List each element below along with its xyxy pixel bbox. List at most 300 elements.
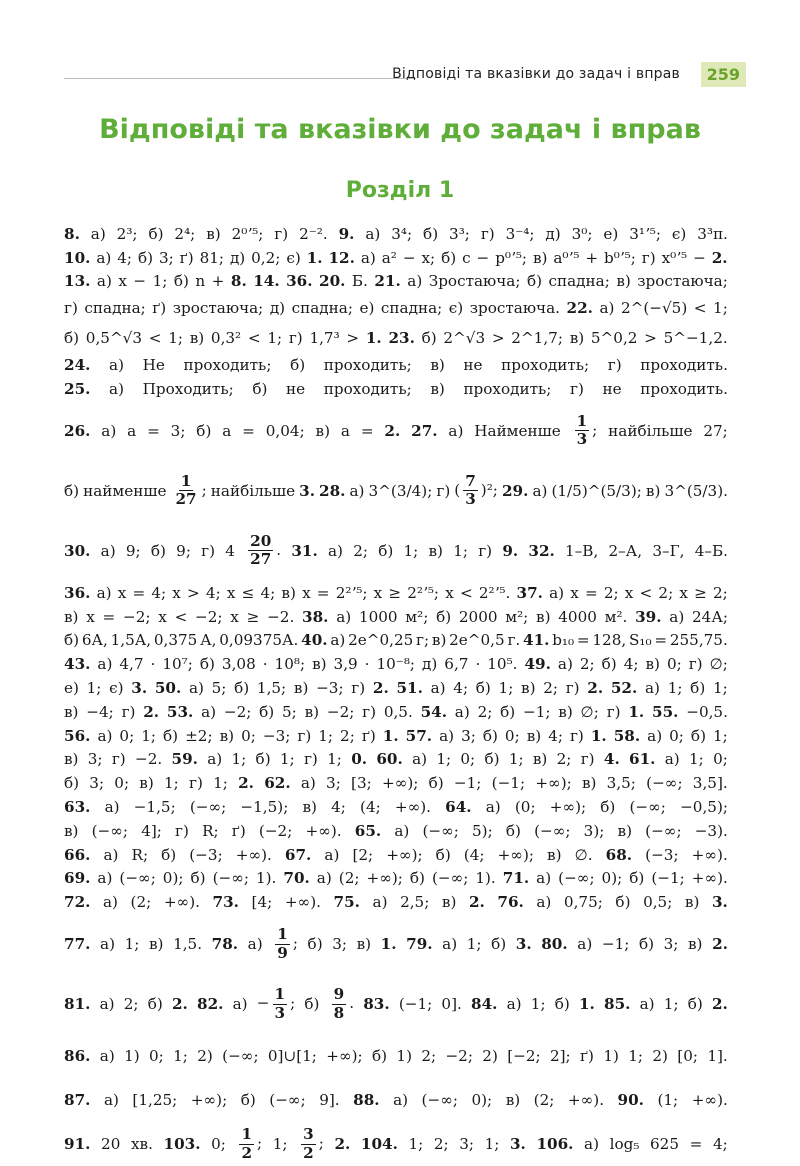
answer-token: г) [607, 356, 622, 375]
answer-token: = [689, 1135, 703, 1154]
answer-token: 62. [264, 774, 291, 793]
answer-token: ( $\frac{7}{3}$ )²; [454, 472, 498, 509]
answer-token: 1,5; [256, 679, 287, 698]
answer-token: 0; [713, 750, 728, 769]
answer-token: 3; [87, 750, 103, 769]
answer-token: б) [484, 750, 500, 769]
answer-token: (−1; [491, 774, 526, 793]
answer-token: 2^√3 [443, 329, 486, 348]
answer-token: б) [500, 702, 516, 721]
answer-token: (−∞; [269, 1091, 306, 1110]
answer-token: б) [196, 421, 212, 440]
answer-token: 2⁰ʼ⁵; [231, 224, 264, 243]
answer-token: г) [641, 248, 656, 267]
answer-token: $\frac{1}{2}$ ; [241, 1125, 263, 1162]
answer-line [64, 605, 728, 629]
answer-token: ≥ [388, 583, 402, 602]
answer-line [64, 974, 728, 1034]
answer-token: 2³; [116, 224, 138, 243]
answer-token: 88. [353, 1091, 380, 1110]
answer-token: б) [259, 702, 275, 721]
answer-token: 29. [501, 481, 529, 500]
answer-token: ґ) [231, 821, 246, 840]
answer-token: 4; [331, 798, 346, 817]
answer-token: проходить; [323, 356, 412, 375]
answer-token: Проходить; [142, 380, 234, 399]
answer-line [64, 629, 728, 653]
answer-token: 3^(3/4); [368, 481, 433, 500]
answer-token: б) [690, 726, 706, 745]
answer-token: +∞). [691, 869, 728, 888]
answer-token: б) [304, 995, 320, 1014]
answer-token: 4 [225, 541, 235, 560]
answer-token: 20. [319, 272, 346, 291]
answer-token: Б. [351, 272, 368, 291]
answer-token: +∞). [691, 845, 728, 864]
answer-token: в) [64, 702, 79, 721]
answer-token: а) [506, 995, 522, 1014]
answer-token: хв. [130, 1135, 153, 1154]
answer-token: 2]; [549, 1047, 571, 1066]
answer-token: 1; [327, 750, 342, 769]
answer-token: > [644, 329, 657, 348]
answer-token: > [491, 329, 505, 348]
answer-token: в) [293, 679, 309, 698]
answer-token: а) [645, 679, 660, 698]
answer-token: в) [206, 224, 221, 243]
answer-token: 1; [484, 1135, 500, 1154]
answer-token: 0; [114, 774, 130, 793]
answer-token: а) [328, 541, 343, 560]
answer-token: б) [148, 224, 164, 243]
answer-token: 4; [548, 726, 563, 745]
answer-token: 41. [523, 631, 550, 650]
answer-token: 2. [587, 679, 604, 698]
answer-token: а) [557, 655, 573, 674]
answer-line [64, 867, 728, 891]
answer-token: 8. [64, 224, 80, 243]
answer-token: а) [360, 248, 376, 267]
answer-token: д) [269, 299, 286, 318]
answer-token: 14. [253, 272, 280, 291]
answer-token: а) [549, 583, 565, 602]
answer-token: +∞). [163, 893, 200, 912]
answer-token: x; [421, 248, 436, 267]
answer-token: 2e^0,5 [449, 631, 505, 650]
answer-token: 67. [284, 845, 312, 864]
answer-token: 3,9 [333, 655, 358, 674]
answer-token: 1; [453, 541, 468, 560]
answer-token: а) [430, 679, 446, 698]
answer-token: 20 [101, 1135, 121, 1154]
answer-token: г) [569, 726, 584, 745]
answer-token: R; [202, 821, 219, 840]
answer-token: 3; [158, 248, 174, 267]
answer-token: а) [330, 631, 346, 650]
answer-token: 3–Г, [652, 541, 685, 560]
answer-token: 38. [302, 607, 329, 626]
answer-token: −2; [223, 702, 252, 721]
answer-token: а) [577, 935, 593, 954]
answer-token: в) [617, 821, 632, 840]
answer-token: а) [584, 1135, 600, 1154]
answer-token: · [364, 655, 370, 674]
page-title: Відповіді та вказівки до задач і вправ [99, 114, 701, 145]
answer-token: x [570, 583, 579, 602]
answer-token: (2; [338, 869, 360, 888]
answer-token: −3; [316, 679, 344, 698]
answer-token: проходить; [501, 356, 590, 375]
answer-token: [1,25; [132, 1091, 178, 1110]
answer-token: д) [545, 224, 561, 243]
answer-token: 2e^0,25 [348, 631, 414, 650]
answer-token: 3⁰; [571, 224, 593, 243]
answer-token: 0,375 [153, 631, 198, 650]
answer-token: 10. [64, 248, 91, 267]
answer-token: в) [64, 750, 79, 769]
answer-token: 25. [64, 380, 91, 399]
answer-line [64, 521, 728, 581]
answer-token: 3. [509, 1135, 526, 1154]
answer-token: А, [200, 631, 217, 650]
answer-token: x [230, 607, 239, 626]
answer-token: 43. [64, 655, 91, 674]
answer-token: а) [664, 750, 680, 769]
answer-token: а) [336, 607, 352, 626]
answer-token: 73. [212, 893, 239, 912]
answer-token: −3; [262, 726, 291, 745]
answer-token: 50. [154, 679, 182, 698]
answer-token: 1; [272, 1135, 288, 1154]
answer-token: (1; [657, 1091, 679, 1110]
answer-token: = [584, 583, 598, 602]
answer-token: Зростаюча; [428, 272, 521, 291]
answer-token: $\frac{1}{27}$ ; [175, 472, 207, 509]
answer-token: 24А; [692, 607, 728, 626]
answer-token: +∞); [549, 798, 587, 817]
answer-token: в) [532, 750, 548, 769]
answer-line [64, 819, 728, 843]
answer-token: а) [99, 995, 115, 1014]
answer-token: а) [412, 750, 428, 769]
answer-token: а) [300, 774, 316, 793]
answer-token: б) [409, 869, 425, 888]
answer-token: 2. [372, 679, 389, 698]
answer-token: [0; [677, 1047, 698, 1066]
answer-token: 2; [353, 541, 368, 560]
answer-token: 86. [64, 1047, 91, 1066]
answer-token: = [316, 583, 330, 602]
answer-token: 2⁻². [299, 224, 328, 243]
answer-token: 69. [64, 869, 91, 888]
answer-token: 6А, [81, 631, 108, 650]
answer-token: 4; [623, 655, 639, 674]
answer-token: − [402, 248, 416, 267]
answer-token: б) [526, 272, 543, 291]
answer-token: 5^0,2 [590, 329, 638, 348]
answer-token: 2. [143, 702, 160, 721]
answer-line [64, 1078, 728, 1122]
answer-token: 128, [592, 631, 627, 650]
answer-token: а) [536, 893, 552, 912]
answer-token: x [86, 607, 95, 626]
answer-token: а) [439, 726, 455, 745]
answer-token: в) [547, 845, 562, 864]
answer-token: в) [536, 607, 551, 626]
answer-token: 32. [528, 541, 555, 560]
answer-token: 2; [123, 995, 139, 1014]
answer-token: 5; [211, 679, 227, 698]
answer-token: б) [436, 607, 452, 626]
answer-token: 3. [515, 935, 532, 954]
answer-token: 28. [319, 481, 346, 500]
answer-token: 1. [380, 935, 397, 954]
answer-token: 2. [712, 935, 728, 954]
answer-token: (−1; [398, 995, 433, 1014]
answer-token: г) [274, 224, 289, 243]
answer-token: (−∞; [222, 1047, 259, 1066]
answer-token: а) [109, 356, 125, 375]
answer-token: −2; [326, 702, 355, 721]
answer-token: в) [302, 798, 317, 817]
answer-token: 37. [516, 583, 543, 602]
answer-token: 1. [382, 726, 399, 745]
answer-token: −2; [195, 607, 223, 626]
answers-body [64, 222, 728, 1166]
answer-token: в) [645, 481, 661, 500]
answer-token: 3,08 [221, 655, 256, 674]
answer-token: 2. [384, 421, 401, 440]
answer-token: 2–А, [608, 541, 643, 560]
answer-token: б) [638, 935, 655, 954]
answer-token: +∞); [386, 845, 423, 864]
answer-token: в) [569, 329, 585, 348]
answer-token: ґ) [152, 299, 167, 318]
answer-token: x [445, 583, 454, 602]
answer-token: г) [606, 702, 621, 721]
answer-token: проходить. [640, 380, 728, 399]
answer-token: г) [688, 655, 703, 674]
answer-token: (−∞; [422, 821, 459, 840]
answer-token: ∅. [574, 845, 593, 864]
answer-token: · [150, 655, 156, 674]
answer-token: 3. [299, 481, 315, 500]
answer-token: 3,5]. [692, 774, 728, 793]
answer-token: 72. [64, 893, 91, 912]
answer-token: 1,5А, [110, 631, 152, 650]
answer-token: в) [684, 893, 700, 912]
answer-token: (4; [463, 845, 485, 864]
answer-token: 39. [635, 607, 662, 626]
answer-token: [4; [251, 893, 273, 912]
answer-token: = [360, 421, 374, 440]
answer-token: 1; [498, 679, 514, 698]
answer-token: 6,7 [444, 655, 469, 674]
answer-token: в) [505, 1091, 521, 1110]
answer-token: в) [189, 329, 205, 348]
answer-token: б) [601, 655, 617, 674]
answer-token: спадна; [380, 299, 443, 318]
answer-token: г) [436, 481, 451, 500]
answer-token: 3³; [449, 224, 470, 243]
answer-token: в) [148, 935, 164, 954]
answer-token: (−∞; [119, 869, 156, 888]
answer-token: б) [162, 726, 179, 745]
answer-line [64, 581, 728, 605]
answer-token: б) [199, 655, 215, 674]
answer-token: [3; [351, 774, 372, 793]
answer-token: 3,5; [606, 774, 636, 793]
answer-token: ґ) [179, 248, 194, 267]
answer-token: а) [448, 421, 464, 440]
answer-token: г) [478, 541, 493, 560]
answer-token: 0; [460, 750, 476, 769]
answer-token: а) [103, 845, 119, 864]
answer-token: 1. [365, 329, 382, 348]
answer-token: г) [111, 750, 126, 769]
answer-token: < [693, 299, 707, 318]
answer-token: 4; [453, 679, 469, 698]
answer-line [64, 246, 728, 270]
answer-token: 2; [658, 583, 674, 602]
answer-token: 1; [403, 541, 419, 560]
answer-token: (−∞; [645, 821, 682, 840]
answer-token: 4; [205, 583, 221, 602]
answer-token: 65. [354, 821, 382, 840]
answer-token: 83. [363, 995, 390, 1014]
answer-token: 1; [508, 750, 524, 769]
answer-token: є) [448, 299, 464, 318]
answer-token: 1,7³ [309, 329, 340, 348]
answer-token: 2. [334, 1135, 351, 1154]
answer-token: +∞); [535, 774, 572, 793]
answer-token: а) [97, 655, 113, 674]
answer-token: (2; [130, 893, 152, 912]
answer-token: е) [64, 679, 79, 698]
answer-token: (−3; [189, 845, 223, 864]
answer-token: 3; [461, 726, 476, 745]
answer-token: −2. [135, 750, 163, 769]
answer-token: 0,75; [563, 893, 603, 912]
answer-token: a [222, 421, 232, 440]
answer-token: +∞). [394, 798, 432, 817]
answer-token: б) [150, 541, 166, 560]
answer-token: 1]. [707, 1047, 728, 1066]
answer-token: б) [423, 224, 439, 243]
answer-token: 2) [652, 1047, 668, 1066]
answer-token: (−2; [258, 821, 293, 840]
answer-token: 2. [711, 995, 728, 1014]
answer-token: 26. [64, 421, 91, 440]
answer-token: 1) [603, 1047, 619, 1066]
answer-token: −1; [522, 702, 551, 721]
answer-token: в) [581, 774, 597, 793]
answer-token: б) [64, 481, 80, 500]
answer-token: 3¹ʼ⁵; [629, 224, 661, 243]
answer-token: = [576, 631, 590, 650]
answer-token: 0,5. [383, 702, 413, 721]
answer-token: +∞). [305, 821, 342, 840]
answer-token: м²; [405, 607, 429, 626]
answer-token: б) [372, 1047, 388, 1066]
answer-token: 1; [667, 679, 683, 698]
answer-token: 4]; [141, 821, 162, 840]
answer-token: а) [647, 726, 663, 745]
answer-token: 4000 [558, 607, 597, 626]
answer-token: б) [554, 995, 570, 1014]
answer-token: 63. [64, 798, 91, 817]
answer-token: 2. [468, 893, 485, 912]
answer-token: 2; [477, 702, 493, 721]
answer-token: а) [104, 798, 120, 817]
answer-token: а) [103, 1091, 119, 1110]
answer-token: x [373, 583, 383, 602]
answer-token: г) [189, 774, 203, 793]
answer-token: а) [407, 272, 423, 291]
answer-token: є) [109, 679, 124, 698]
answer-line [64, 748, 728, 772]
answer-token: 10⁻⁸; [376, 655, 416, 674]
answer-token: 2. [171, 995, 188, 1014]
answer-token: а) [532, 481, 548, 500]
answer-token: 4; [712, 1135, 728, 1154]
answer-token: 1; [713, 299, 728, 318]
answer-token: 2; [421, 1047, 437, 1066]
answer-token: [−2; [507, 1047, 541, 1066]
answer-token: в) [219, 726, 235, 745]
answer-token: 3); [583, 821, 605, 840]
answer-token: 1–В, [565, 541, 599, 560]
answer-token: а) [316, 869, 332, 888]
answer-token: x⁰ʼ⁵ [661, 248, 688, 267]
answer-token: а) [365, 224, 381, 243]
answer-token: а) [100, 541, 116, 560]
answer-token: +∞); [497, 845, 534, 864]
answer-token: б) [615, 893, 631, 912]
answer-token: +∞); [326, 1047, 363, 1066]
answer-token: 57. [405, 726, 433, 745]
answer-token: 91. [64, 1135, 91, 1154]
answer-token: 0. [351, 750, 368, 769]
answer-token: а) [109, 380, 125, 399]
answer-token: (−1; [651, 869, 685, 888]
answer-token: 51. [396, 679, 423, 698]
answer-token: $\frac{3}{2}$ ; [303, 1125, 324, 1162]
answer-token: x [302, 583, 311, 602]
answer-token: спадна; [84, 299, 146, 318]
answer-token: 0; [211, 1135, 226, 1154]
answer-token: 2; [340, 726, 355, 745]
answer-token: a⁰ʼ⁵ [553, 248, 580, 267]
answer-token: 1; [168, 329, 183, 348]
answer-token: 1; [279, 750, 295, 769]
answer-token: 55. [652, 702, 679, 721]
answer-token: 1. [628, 702, 645, 721]
answer-token: зростаюча; [637, 272, 728, 291]
answer-token: −1; [601, 935, 630, 954]
answer-token: 36. [286, 272, 313, 291]
answer-token: 58. [613, 726, 641, 745]
answer-token: 27; [703, 421, 728, 440]
answer-token: < [639, 583, 653, 602]
answer-token: 2000 [458, 607, 498, 626]
answer-line [64, 771, 728, 795]
answer-token: 85. [604, 995, 631, 1014]
answer-token: 1. [590, 726, 607, 745]
answer-token: 2) [197, 1047, 213, 1066]
answer-token: 1; [231, 750, 247, 769]
answer-token: б) [234, 679, 250, 698]
